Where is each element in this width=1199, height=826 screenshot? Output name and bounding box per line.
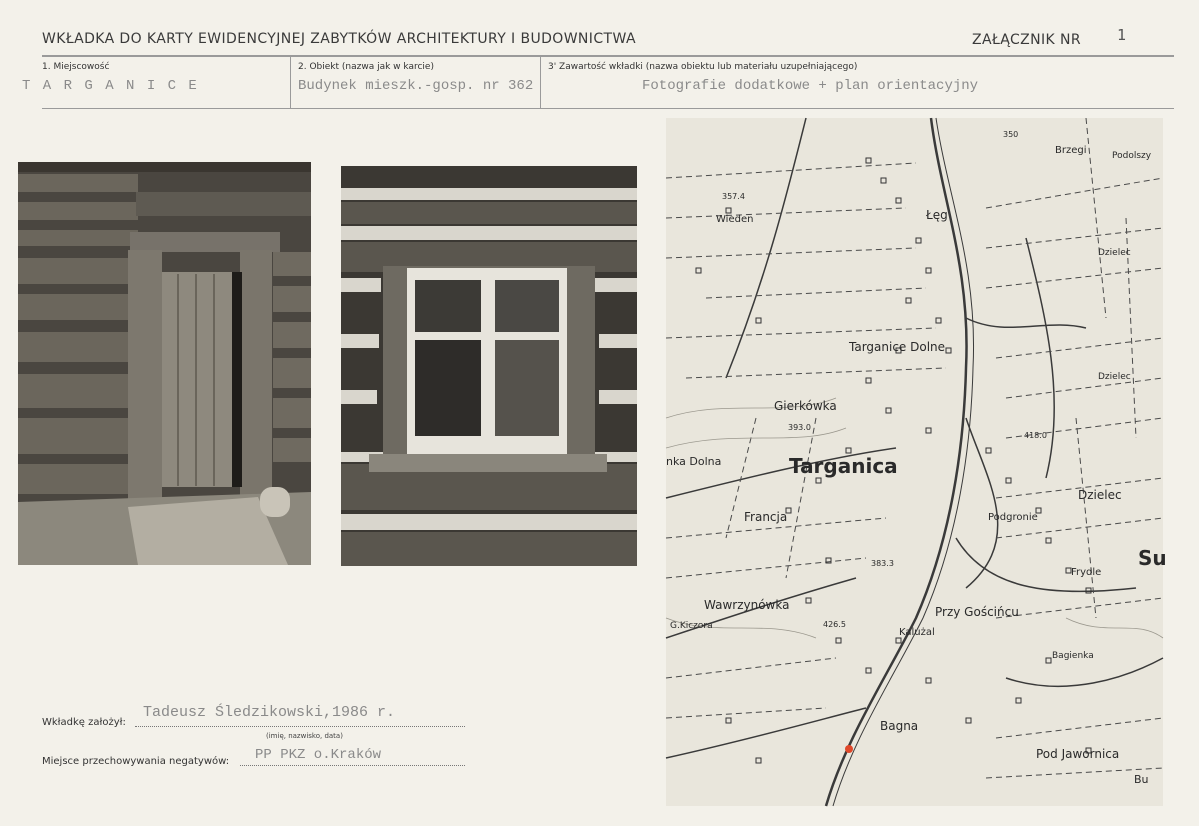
- annex-number: 1: [1117, 26, 1127, 44]
- map-label-bagienka: Bagienka: [1052, 651, 1094, 661]
- map-label-podolszy: Podolszy: [1112, 151, 1152, 161]
- window-photo: [341, 166, 637, 566]
- map-label-leg: Łęg: [926, 208, 948, 222]
- map-label-dzielec-3: Dzielec: [1078, 488, 1122, 502]
- content-value: Fotografie dodatkowe + plan orientacyjny: [642, 78, 979, 94]
- map-height-350: 350: [1003, 130, 1019, 139]
- map-label-podgronie: Podgronie: [988, 512, 1038, 523]
- object-label: 2. Obiekt (nazwa jak w karcie): [298, 62, 434, 72]
- map-label-wieden: Wieden: [716, 214, 754, 225]
- field-divider-1: [290, 57, 291, 109]
- map-label-gierkowka: Gierkówka: [774, 399, 837, 413]
- map-label-wawrzynowka: Wawrzynówka: [704, 598, 790, 612]
- storage-label: Miejsce przechowywania negatywów:: [42, 756, 230, 767]
- map-height-357: 357.4: [722, 192, 745, 201]
- place-value: T A R G A N I C E: [22, 78, 199, 94]
- founder-value: Tadeusz Śledzikowski,1986 r.: [143, 704, 396, 721]
- map-height-426: 426.5: [823, 620, 846, 629]
- map-height-393: 393.0: [788, 423, 811, 432]
- map-label-przy-goscincu: Przy Gościńcu: [935, 605, 1019, 619]
- map-label-pod-jawornica: Pod Jawornica: [1036, 747, 1120, 761]
- storage-dotline: [240, 765, 465, 766]
- orientation-map: [666, 118, 1167, 806]
- map-height-383: 383.3: [871, 559, 894, 568]
- card-title: WKŁADKA DO KARTY EWIDENCYJNEJ ZABYTKÓW ARCHITEKTURY I BUDOWNICTWA: [42, 31, 636, 47]
- map-label-dzielec-2: Dzielec: [1098, 372, 1131, 382]
- object-value: Budynek mieszk.-gosp. nr 362: [298, 78, 534, 94]
- map-label-targanice-dolne: Targanice Dolne: [849, 340, 946, 354]
- map-label-frydle: Frydle: [1071, 567, 1102, 578]
- map-label-kaluzal: Kalużal: [899, 627, 935, 638]
- header-rule: [42, 55, 1174, 57]
- door-photo: [18, 162, 311, 565]
- map-label-francja: Francja: [744, 510, 788, 524]
- map-height-418: 418.0: [1024, 431, 1047, 440]
- map-label-bagna: Bagna: [880, 719, 919, 733]
- map-label-kiczora: G.Kiczora: [670, 621, 713, 631]
- founder-hint: (imię, nazwisko, data): [266, 732, 343, 740]
- field-divider-2: [540, 57, 541, 109]
- place-label: 1. Miejscowość: [42, 62, 110, 72]
- founder-label: Wkładkę założył:: [42, 717, 126, 728]
- content-label: 3' Zawartość wkładki (nazwa obiektu lub materiału uzupełniającego): [548, 62, 858, 72]
- map-label-nka-dolna: nka Dolna: [666, 455, 722, 468]
- map-label-su: Su: [1138, 546, 1167, 570]
- map-label-targanica: Targanica: [789, 454, 898, 478]
- storage-value: PP PKZ o.Kraków: [255, 747, 382, 763]
- map-label-bu: Bu: [1134, 773, 1149, 786]
- annex-label: ZAŁĄCZNIK NR: [972, 32, 1081, 48]
- fields-rule: [42, 108, 1174, 109]
- map-label-dzielec-1: Dzielec: [1098, 248, 1131, 258]
- map-label-brzegi: Brzegi: [1055, 145, 1087, 156]
- founder-dotline: [135, 726, 465, 727]
